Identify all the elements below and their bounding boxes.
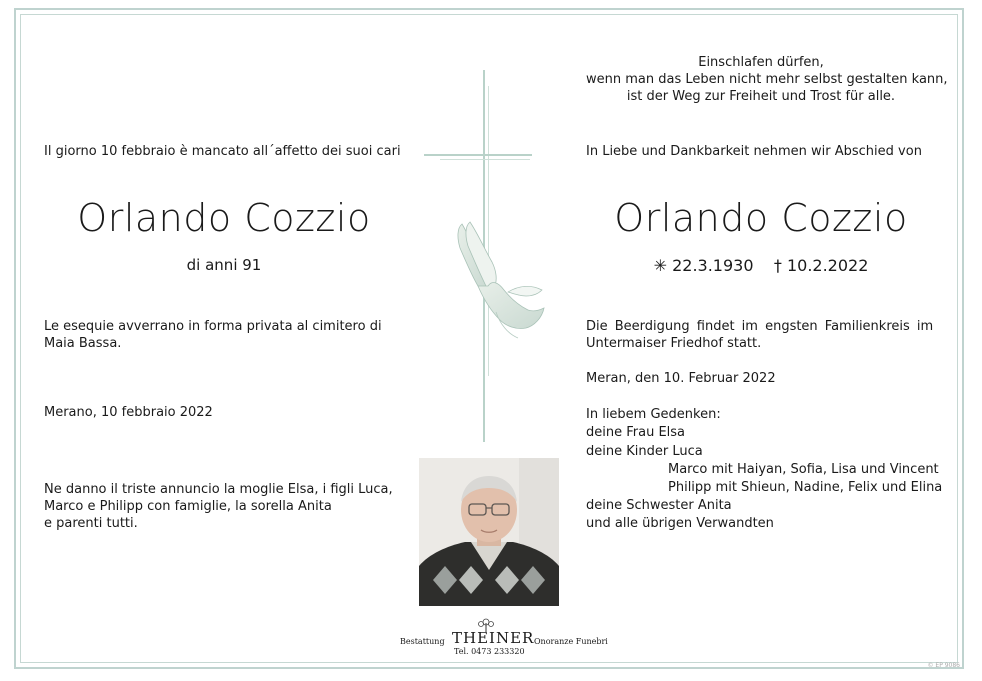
family-relatives: und alle übrigen Verwandten xyxy=(586,516,774,531)
left-funeral-line2: Maia Bassa. xyxy=(44,336,122,351)
left-deceased-name: Orlando Cozzio xyxy=(77,196,371,240)
left-announce-line2: Marco e Philipp con famiglie, la sorella Anita xyxy=(44,499,332,514)
funeral-home-logo xyxy=(400,618,608,658)
cross-bar xyxy=(424,154,532,156)
print-mark: © EP 9086 xyxy=(927,662,960,669)
logo-brand: THEINER xyxy=(452,629,535,647)
praying-hands-dove-icon xyxy=(448,220,548,340)
right-deceased-name: Orlando Cozzio xyxy=(614,196,908,240)
family-marco: Marco mit Haiyan, Sofia, Lisa und Vincent xyxy=(668,462,939,477)
poem-line2: wenn man das Leben nicht mehr selbst gestalten kann, xyxy=(586,72,948,87)
family-children: deine Kinder Luca xyxy=(586,444,703,459)
life-dates xyxy=(586,257,936,274)
family-sister: deine Schwester Anita xyxy=(586,498,732,513)
death-cross-icon: † xyxy=(773,256,782,275)
logo-right-label: Onoranze Funebri xyxy=(534,637,608,646)
left-announce-line3: e parenti tutti. xyxy=(44,516,138,531)
logo-left-label: Bestattung xyxy=(400,637,445,646)
left-age: di anni 91 xyxy=(186,256,262,274)
left-funeral-line1: Le esequie avverrano in forma privata al cimitero di xyxy=(44,319,382,334)
right-funeral-line2: Untermaiser Friedhof statt. xyxy=(586,336,762,351)
poem-line1: Einschlafen dürfen, xyxy=(698,55,824,70)
death-date: 10.2.2022 xyxy=(786,256,869,275)
family-wife: deine Frau Elsa xyxy=(586,425,686,440)
poem-line3: ist der Weg zur Freiheit und Trost für alle. xyxy=(626,89,896,104)
birth-star-icon: ✳ xyxy=(653,256,667,275)
family-philipp: Philipp mit Shieun, Nadine, Felix und Elina xyxy=(668,480,943,495)
portrait-photo xyxy=(419,458,559,606)
cross-shadow-bar xyxy=(440,159,530,160)
right-intro: In Liebe und Dankbarkeit nehmen wir Abschied von xyxy=(586,144,922,159)
memory-title: In liebem Gedenken: xyxy=(586,407,721,422)
right-place-date: Meran, den 10. Februar 2022 xyxy=(586,371,776,386)
logo-phone: Tel. 0473 233320 xyxy=(454,647,525,656)
left-place-date: Merano, 10 febbraio 2022 xyxy=(44,405,213,420)
left-intro: Il giorno 10 febbraio è mancato all´affetto dei suoi cari xyxy=(44,144,401,159)
right-funeral-line1: Die Beerdigung findet im engsten Familienkreis im xyxy=(586,319,934,334)
birth-date: 22.3.1930 xyxy=(672,256,754,275)
left-announce-line1: Ne danno il triste annuncio la moglie Elsa, i figli Luca, xyxy=(44,482,393,497)
